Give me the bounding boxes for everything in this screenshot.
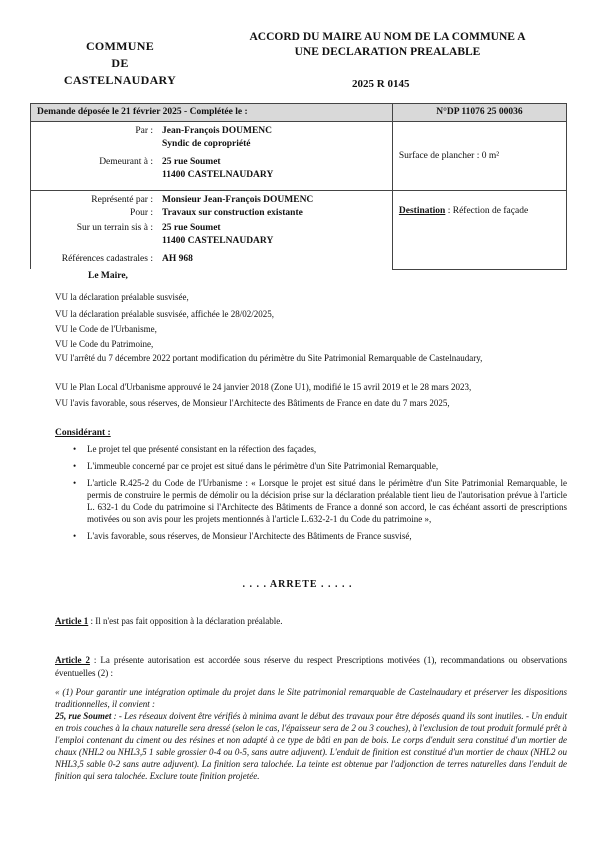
- table-row: [31, 235, 392, 248]
- deposit-date: Demande déposée le 21 février 2025 - Complétée le :: [37, 107, 248, 117]
- table-row: [31, 253, 392, 266]
- commune-line: DE: [111, 56, 129, 70]
- bullet-icon: •: [73, 531, 77, 541]
- article-1: [55, 615, 567, 628]
- dossier-number-cell: [392, 104, 566, 122]
- field-value: 25 rue Soumet: [162, 223, 221, 233]
- table-row: [31, 169, 392, 182]
- applicant-row: [31, 122, 567, 191]
- table-row: [31, 138, 392, 151]
- prescriptions-text: : - Les réseaux doivent être vérifiés à minima avant le début des travaux pour être déposés quand ils sont inutiles. - Un enduit en trois couches à la chaux naturelle sera dressé (selon le cas, l'épaisseur sera de 2 ou 3 couches), à l'exclusion de tout produit formulé prêt à l'emploi contenant du ciment ou des résines et non adapté à ce type de bâti en pan de bois. Le corps d'enduit sera constitué d'un mortier de chaux (NHL2 ou NHL3,5 1 sable grossier 0-4 ou 0-5, sans autre adjuvent). L'enduit de finition est constitué d'un mortier de chaux (NHL2 ou NHL3,5 sable 0-2 sans autre adjuvent). La finition sera talochée. La teinte est obtenue par l'adjonction de terres naturelles dans l'enduit de finition qui sera talochée. Exclure toute finition projetée.: [55, 711, 567, 781]
- prescriptions-address: 25, rue Soumet: [55, 711, 112, 721]
- article-text: : La présente autorisation est accordée sous réserve du respect Prescriptions motivées (1), recommandations ou observations éventuelles (2) :: [55, 655, 568, 678]
- applicant-cell: [31, 122, 393, 191]
- surface-plancher: Surface de plancher : 0 m²: [398, 151, 500, 161]
- vu-item: VU le Code de l'Urbanisme,: [55, 324, 157, 334]
- field-label: Représenté par :: [91, 195, 153, 205]
- dossier-table: [30, 103, 567, 270]
- project-row: [31, 191, 567, 270]
- bullet-icon: •: [73, 478, 77, 488]
- article-2: [55, 654, 567, 680]
- field-value: 11400 CASTELNAUDARY: [162, 169, 274, 180]
- vu-item: VU l'avis favorable, sous réserves, de Monsieur l'Architecte des Bâtiments de France en date du 7 mars 2025,: [55, 398, 450, 408]
- field-label: Demeurant à :: [99, 157, 153, 167]
- article-label: Article 1: [55, 616, 89, 626]
- arrete-reference: 2025 R 0145: [352, 78, 410, 90]
- vu-item: VU l'arrêté du 7 décembre 2022 portant modification du périmètre du Site Patrimonial Remarquable de Castelnaudary,: [55, 353, 483, 363]
- prescriptions-body: [55, 710, 567, 782]
- table-header-row: [31, 104, 567, 122]
- table-row: [31, 207, 392, 220]
- list-item: [55, 477, 567, 525]
- field-value: AH 968: [162, 254, 193, 264]
- table-row: [31, 125, 392, 138]
- vu-item: VU le Code du Patrimoine,: [55, 339, 154, 349]
- article-text: : Il n'est pas fait opposition à la déclaration préalable.: [88, 616, 283, 626]
- field-value: 11400 CASTELNAUDARY: [162, 235, 274, 246]
- dossier-number: N°DP 11076 25 00036: [436, 107, 523, 117]
- arrete-heading: . . . . ARRETE . . . . .: [242, 579, 353, 590]
- prescriptions-intro: « (1) Pour garantir une intégration optimale du projet dans le Site patrimonial remarquable de Castelnaudary et préserver les dispositions traditionnelles, il convient :: [55, 687, 567, 709]
- table-row: [31, 222, 392, 235]
- considerant-heading: Considérant :: [55, 428, 111, 438]
- field-label: Pour :: [130, 207, 153, 218]
- field-value: 25 rue Soumet: [162, 157, 221, 167]
- bullet-icon: •: [73, 444, 77, 454]
- list-item: [55, 530, 567, 542]
- prescriptions: [55, 686, 567, 782]
- vu-item: VU le Plan Local d'Urbanisme approuvé le 24 janvier 2018 (Zone U1), modifié le 15 avril 2019 et le 28 mars 2023,: [55, 382, 472, 392]
- bullet-icon: •: [73, 461, 77, 471]
- destination-value: : Réfection de façade: [445, 205, 529, 216]
- destination-cell: [392, 191, 566, 270]
- field-label: Sur un terrain sis à :: [76, 223, 153, 233]
- list-item: [55, 460, 567, 472]
- document-title: [215, 30, 560, 60]
- maire-heading: Le Maire,: [88, 271, 128, 281]
- surface-cell: [392, 122, 566, 191]
- field-value: Jean-François DOUMENC: [162, 126, 273, 136]
- field-value: Syndic de copropriété: [162, 138, 251, 149]
- table-row: [31, 194, 392, 207]
- field-value: Monsieur Jean-François DOUMENC: [162, 195, 314, 205]
- field-label: [31, 138, 159, 151]
- considerant-text: Le projet tel que présenté consistant en la réfection des façades,: [87, 444, 317, 454]
- field-label: Références cadastrales :: [61, 254, 153, 264]
- list-item: [55, 443, 567, 455]
- deposit-cell: [31, 104, 393, 122]
- title-line: ACCORD DU MAIRE AU NOM DE LA COMMUNE A: [249, 31, 526, 43]
- title-line: UNE DECLARATION PREALABLE: [294, 46, 481, 58]
- field-label: [31, 169, 159, 182]
- article-label: Article 2: [55, 655, 90, 665]
- commune-line: COMMUNE: [85, 39, 155, 53]
- considerant-text: L'article R.425-2 du Code de l'Urbanisme : « Lorsque le projet est situé dans le périmètre d'un Site Patrimonial Remarquable, le permis de construire le permis de démolir ou la décision prise sur la déclaration préalable tient lieu de l'autorisation prévue à l'article L. 632-1 du Code du patrimoine si l'Architecte des Bâtiments de France a donné son accord, le cas échéant assorti de prescriptions motivées ou son avis pour les projets mentionnés à l'article L.632-2-1 du Code du patrimoine »,: [87, 478, 567, 524]
- considerant-list: [55, 443, 567, 547]
- field-label: [31, 235, 159, 248]
- project-cell: [31, 191, 393, 270]
- considerant-text: L'immeuble concerné par ce projet est situé dans le périmètre d'un Site Patrimonial Remarquable,: [87, 461, 439, 471]
- destination-label: Destination: [398, 205, 446, 216]
- table-row: [31, 156, 392, 169]
- commune-header: [50, 38, 190, 89]
- field-label: Par :: [135, 126, 153, 136]
- considerant-text: L'avis favorable, sous réserves, de Monsieur l'Architecte des Bâtiments de France susvisé,: [87, 531, 412, 541]
- vu-item: VU la déclaration préalable susvisée,: [55, 292, 189, 302]
- destination: [393, 206, 566, 216]
- commune-line: CASTELNAUDARY: [63, 73, 177, 87]
- vu-item: VU la déclaration préalable susvisée, affichée le 28/02/2025,: [55, 309, 275, 319]
- field-value: Travaux sur construction existante: [162, 207, 303, 218]
